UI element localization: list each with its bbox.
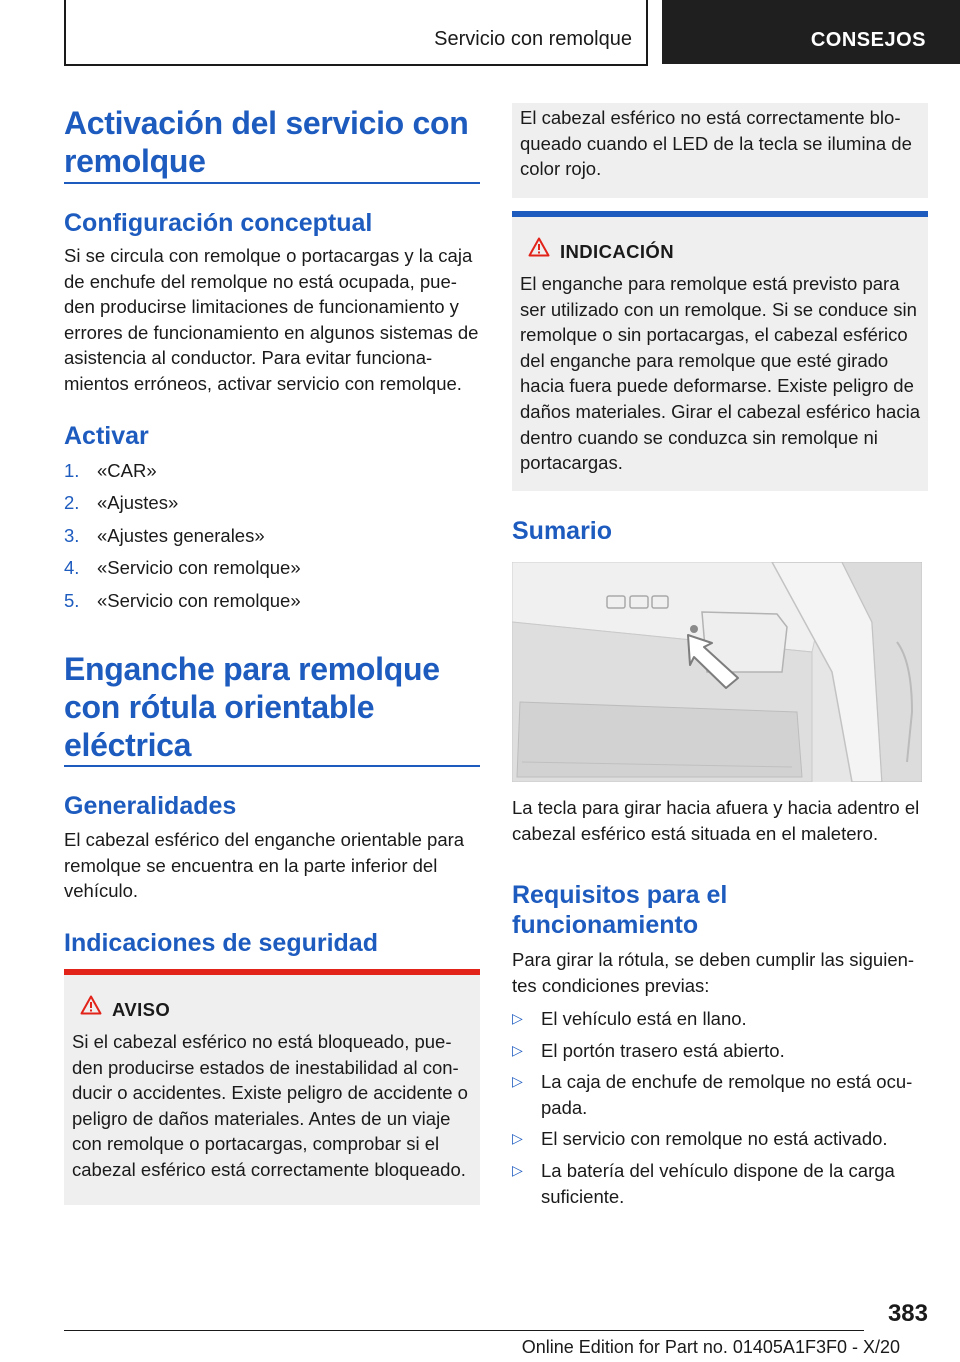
warning-title: AVISO — [112, 999, 171, 1020]
figure-caption: La tecla para girar hacia afuera y hacia adentro el cabezal esférico está situada en el maletero. — [512, 797, 920, 844]
note-title: INDICACIÓN — [560, 241, 674, 262]
warning-box-continued — [512, 103, 928, 198]
heading-activation — [64, 104, 469, 180]
requirements-list — [512, 1006, 928, 1215]
list-item-text: El servicio con remolque no está activado. — [541, 1128, 888, 1150]
heading-concept: Configuración conceptual — [64, 209, 373, 237]
note-rule — [512, 211, 928, 217]
heading-activation-line-1: Activación del servicio con — [64, 105, 469, 141]
step-number: 3. — [64, 524, 80, 546]
list-item — [512, 1038, 928, 1064]
list-item-text: El vehículo está en llano. — [541, 1008, 747, 1029]
step-number: 1. — [64, 460, 80, 481]
heading-requirements — [512, 880, 727, 940]
heading-hitch-line-1: Enganche para remolque — [64, 651, 440, 687]
warning-box — [64, 969, 480, 1205]
heading-safety: Indicaciones de seguridad — [64, 929, 378, 957]
step-text: «Servicio con remolque» — [97, 589, 301, 611]
heading-summary: Sumario — [512, 517, 613, 545]
list-item — [512, 1158, 928, 1209]
list-item-text: La caja de enchufe de remolque no está ocupada. — [541, 1071, 913, 1118]
trunk-image — [512, 562, 922, 782]
heading-hitch-line-3: eléctrica — [64, 727, 192, 763]
heading-activate: Activar — [64, 422, 149, 450]
warning-text: Si el cabezal esférico no está bloqueado, pueden producirse estados de inestabilidad al conducir o accidentes. Existe peligro de accidente o peligro de daños materiales. Antes de un viaje con remolque o portacargas, comprobar si el cabezal esférico está correctamente bloqueado. — [72, 1031, 468, 1180]
note-text: El enganche para remolque está previsto para ser utilizado con un remolque. Si se conduce sin remolque o sin portacargas, el cabezal esférico del enganche para remolque que esté girado hacia fuera puede deformarse. Existe peligro de daños materiales. Girar el cabezal esférico hacia dentro cuando se conduzca sin remolque ni portacargas. — [520, 273, 920, 474]
warning-triangle-icon — [80, 995, 102, 1015]
warning-continued-text: El cabezal esférico no está correctamente bloqueado cuando el LED de la tecla se ilumina de color rojo. — [520, 107, 912, 180]
warning-rule — [64, 969, 480, 975]
bullet-triangle-icon: ▷ — [512, 1130, 523, 1147]
bullet-triangle-icon: ▷ — [512, 1161, 523, 1178]
header-section-box — [64, 0, 648, 66]
bullet-triangle-icon: ▷ — [512, 1010, 523, 1026]
heading-hitch — [64, 650, 440, 764]
footer-edition: Online Edition for Part no. 01405A1F3F0 - X/20 — [521, 1337, 900, 1357]
warning-triangle-icon — [528, 237, 550, 257]
page-number: 383 — [887, 1300, 928, 1327]
header-section-title: Servicio con remolque — [434, 28, 632, 50]
step-item — [64, 455, 480, 487]
note-box — [512, 211, 928, 491]
bullet-triangle-icon: ▷ — [512, 1073, 523, 1090]
footer-rule — [64, 1330, 864, 1331]
page-header — [0, 0, 960, 66]
header-chapter-title: CONSEJOS — [810, 29, 926, 51]
heading-rule — [64, 765, 480, 767]
step-text: «Ajustes generales» — [97, 524, 265, 546]
step-item — [64, 585, 480, 617]
step-number: 5. — [64, 589, 80, 611]
list-item — [512, 1126, 928, 1152]
bullet-triangle-icon: ▷ — [512, 1041, 523, 1058]
heading-activation-line-2: remolque — [64, 143, 206, 179]
step-number: 2. — [64, 492, 80, 514]
heading-rule — [64, 182, 480, 184]
step-item — [64, 520, 480, 552]
concept-text: Si se circula con remolque o portacargas y la caja de enchufe del remolque no está ocupada, pueden producirse limitaciones de funcionamiento y errores de funcionamiento en algunos sistemas de asistencia al conductor. Para evitar funcionamientos erróneos, activar servicio con remolque. — [64, 245, 479, 394]
requirements-intro: Para girar la rótula, se deben cumplir las siguientes condiciones previas: — [512, 949, 915, 996]
list-item — [512, 1006, 928, 1032]
step-text: «CAR» — [97, 460, 157, 481]
list-item-text: El portón trasero está abierto. — [541, 1039, 785, 1061]
step-item — [64, 552, 480, 584]
step-item — [64, 487, 480, 519]
list-item — [512, 1069, 928, 1120]
step-text: «Ajustes» — [97, 492, 179, 514]
list-item-text: La batería del vehículo dispone de la carga suficiente. — [541, 1159, 895, 1207]
heading-general: Generalidades — [64, 792, 237, 820]
step-text: «Servicio con remolque» — [97, 557, 301, 579]
heading-hitch-line-2: con rótula orientable — [64, 689, 375, 725]
trunk-illustration — [512, 562, 922, 782]
header-chapter-box — [662, 0, 960, 64]
heading-requirements-line-1: Requisitos para el — [512, 881, 728, 909]
activation-steps — [64, 455, 480, 617]
heading-requirements-line-2: funcionamiento — [512, 911, 699, 939]
general-text: El cabezal esférico del enganche orientable para remolque se encuentra en la parte inferior del vehículo. — [64, 829, 465, 902]
step-number: 4. — [64, 557, 80, 579]
